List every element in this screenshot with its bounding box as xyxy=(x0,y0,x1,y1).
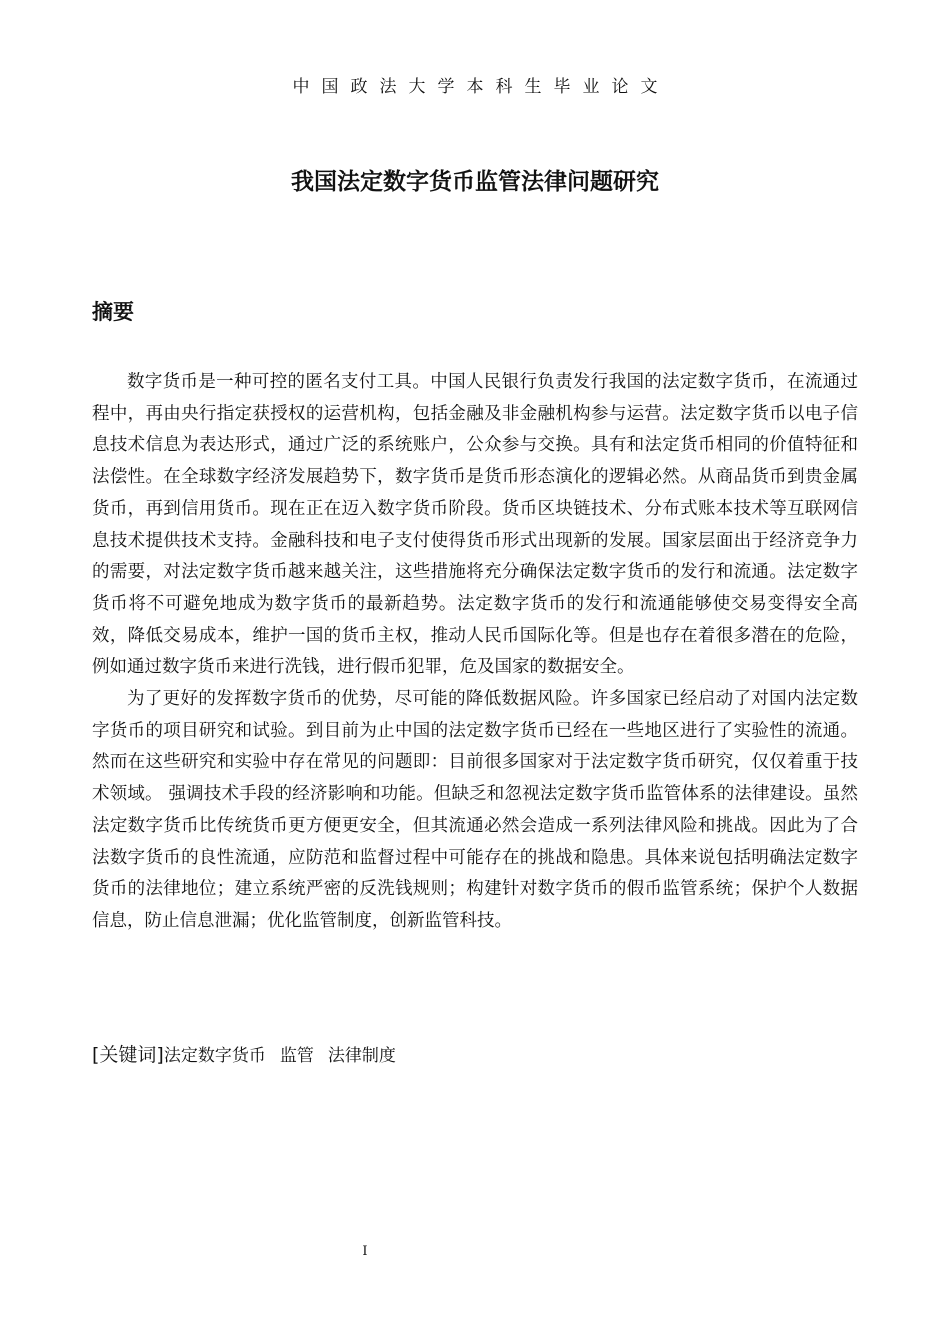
page-number: I xyxy=(362,1244,368,1259)
keyword-item: 监管 xyxy=(279,1046,314,1066)
keywords-line xyxy=(92,1040,410,1067)
running-header: 中国政法大学本科生毕业论文 xyxy=(292,77,670,97)
keyword-item: 法定数字货币 xyxy=(163,1046,266,1066)
paper-title: 我国法定数字货币监管法律问题研究 xyxy=(291,169,659,195)
abstract-paragraph-1: 数字货币是一种可控的匿名支付工具。中国人民银行负责发行我国的法定数字货币，在流通过程中，再由央行指定获授权的运营机构，包括金融及非金融机构参与运营。法定数字货币以电子信息技术信息为表达形式，通过广泛的系统账户，公众参与交换。具有和法定货币相同的价值特征和法偿性。在全球数字经济发展趋势下，数字货币是货币形态演化的逻辑必然。从商品货币到贵金属货币，再到信用货币。现在正在迈入数字货币阶段。货币区块链技术、分布式账本技术等互联网信息技术提供技术支持。金融科技和电子支付使得货币形式出现新的发展。国家层面出于经济竞争力的需要，对法定数字货币越来越关注，这些措施将充分确保法定数字货币的发行和流通。法定数字货币将不可避免地成为数字货币的最新趋势。法定数字货币的发行和流通能够使交易变得安全高效，降低交易成本，维护一国的货币主权，推动人民币国际化等。但是也存在着很多潜在的危险，例如通过数字货币来进行洗钱，进行假币犯罪，危及国家的数据安全。 xyxy=(92,372,858,678)
abstract-heading: 摘要 xyxy=(92,300,134,324)
abstract-body xyxy=(92,367,858,938)
keywords-label: [关键词] xyxy=(92,1044,164,1066)
keyword-item: 法律制度 xyxy=(327,1046,396,1066)
abstract-paragraph-2: 为了更好的发挥数字货币的优势，尽可能的降低数据风险。许多国家已经启动了对国内法定数字货币的项目研究和试验。到目前为止中国的法定数字货币已经在一些地区进行了实验性的流通。然而在这些研究和实验中存在常见的问题即：目前很多国家对于法定数字货币研究，仅仅着重于技术领域。 强调技术手段的经济影响和功能。但缺乏和忽视法定数字货币监管体系的法律建设。虽然法定数字货币比传统货币更方便更安全，但其流通必然会造成一系列法律风险和挑战。因此为了合法数字货币的良性流通，应防范和监督过程中可能存在的挑战和隐患。具体来说包括明确法定数字货币的法律地位；建立系统严密的反洗钱规则；构建针对数字货币的假币监管系统；保护个人数据信息，防止信息泄漏；优化监管制度，创新监管科技。 xyxy=(92,689,858,931)
